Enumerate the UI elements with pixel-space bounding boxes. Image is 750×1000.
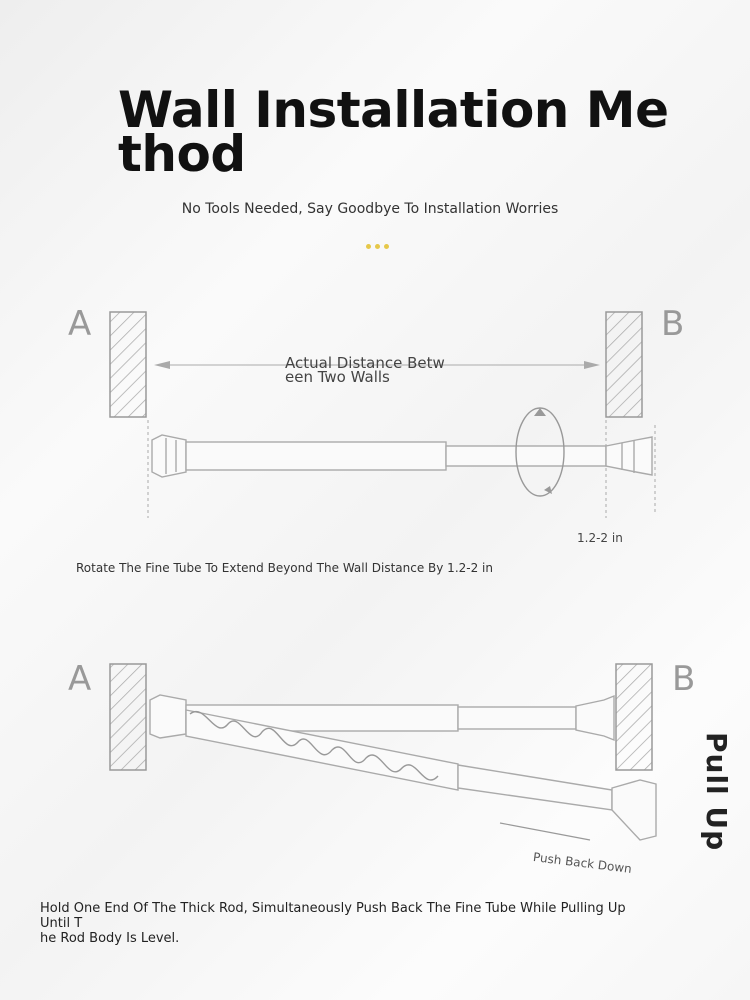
- wall-a-label: A: [68, 304, 92, 344]
- wall-b-2: [616, 664, 652, 770]
- subtitle: No Tools Needed, Say Goodbye To Installation Worries: [181, 201, 559, 217]
- wall-a: [110, 312, 146, 417]
- push-arrow-icon: [500, 823, 590, 840]
- distance-label: Actual Distance Betw een Two Walls: [285, 354, 445, 386]
- step1-caption: Rotate The Fine Tube To Extend Beyond The Wall Distance By 1.2-2 in: [76, 561, 493, 575]
- step1-diagram: [0, 290, 750, 530]
- wall-a-label-2: A: [68, 659, 92, 699]
- step2-diagram: [0, 650, 750, 880]
- title-line-1: Wall Installation Me: [118, 81, 669, 139]
- decorative-dots: [366, 236, 393, 254]
- step2-caption: Hold One End Of The Thick Rod, Simultaneously Push Back The Fine Tube While Pulling Up Until T he Rod Body Is Level.: [40, 901, 626, 946]
- wall-b-label-2: B: [672, 659, 696, 699]
- rod: [152, 435, 652, 477]
- title-line-2: thod: [118, 125, 246, 183]
- push-back-label: Push Back Down: [532, 850, 633, 876]
- wall-b: [606, 312, 642, 417]
- page-title: [118, 81, 678, 183]
- pull-up-label: Pull Up: [700, 732, 733, 852]
- gap-label: 1.2-2 in: [577, 531, 623, 545]
- wall-b-label: B: [661, 304, 685, 344]
- wall-a-2: [110, 664, 146, 770]
